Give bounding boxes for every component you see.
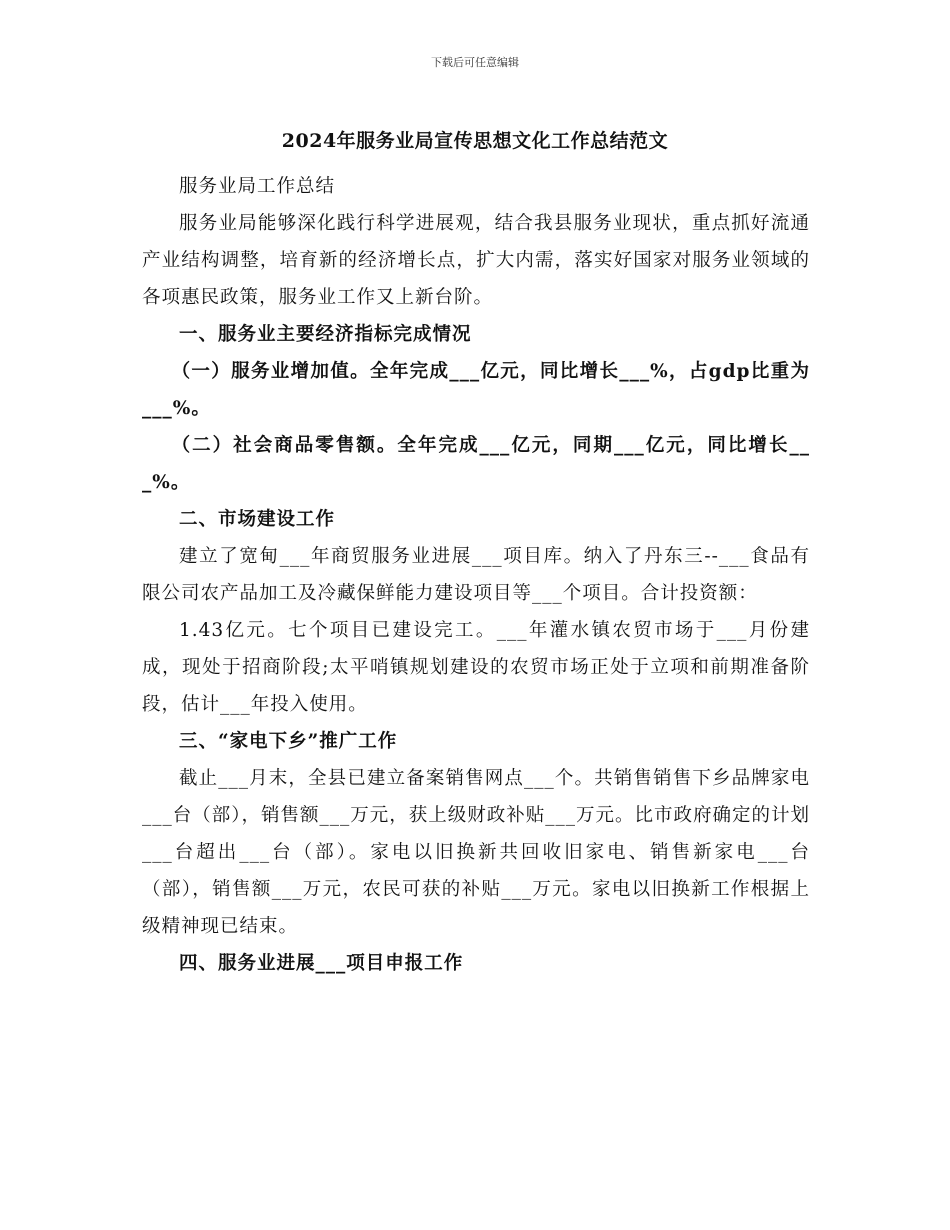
- section-heading-2: 二、市场建设工作: [179, 509, 336, 530]
- paragraph-intro: 服务业局能够深化践行科学进展观，结合我县服务业现状，重点抓好流通产业结构调整，培育新的经济增长点，扩大内需，落实好国家对服务业领域的各项惠民政策，服务业工作又上新台阶。: [142, 213, 810, 308]
- section-heading-1: 一、服务业主要经济指标完成情况: [179, 324, 472, 345]
- paragraph-appliances: 截止___月末，全县已建立备案销售网点___个。共销售销售下乡品牌家电___台（部），销售额___万元，获上级财政补贴___万元。比市政府确定的计划___台超出___台（部）。家电以旧换新共回收旧家电、销售新家电___台（部），销售额___万元，农民可获的补贴___万元。家电以旧换新工作根据上级精神现已结束。: [142, 768, 811, 937]
- document-title: 2024年服务业局宣传思想文化工作总结范文: [281, 130, 669, 152]
- paragraph-market-1: 建立了宽甸___年商贸服务业进展___项目库。纳入了丹东三--___食品有限公司农产品加工及冷藏保鲜能力建设项目等___个项目。合计投资额：: [142, 546, 810, 604]
- paragraph-subtitle: 服务业局工作总结: [179, 176, 336, 197]
- header-note: 下载后可任意编辑: [431, 56, 519, 69]
- section-heading-4: 四、服务业进展___项目申报工作: [179, 953, 464, 974]
- document-body: [142, 168, 810, 982]
- subsection-1-2: （二）社会商品零售额。全年完成___亿元，同期___亿元，同比增长___%。: [142, 435, 810, 493]
- paragraph-market-2: 1.43亿元。七个项目已建设完工。___年灌水镇农贸市场于___月份建成，现处于招商阶段;太平哨镇规划建设的农贸市场正处于立项和前期准备阶段，估计___年投入使用。: [142, 620, 810, 715]
- subsection-1-1: （一）服务业增加值。全年完成___亿元，同比增长___%，占gdp比重为___%。: [142, 361, 810, 419]
- section-heading-3: 三、“家电下乡”推广工作: [179, 731, 398, 752]
